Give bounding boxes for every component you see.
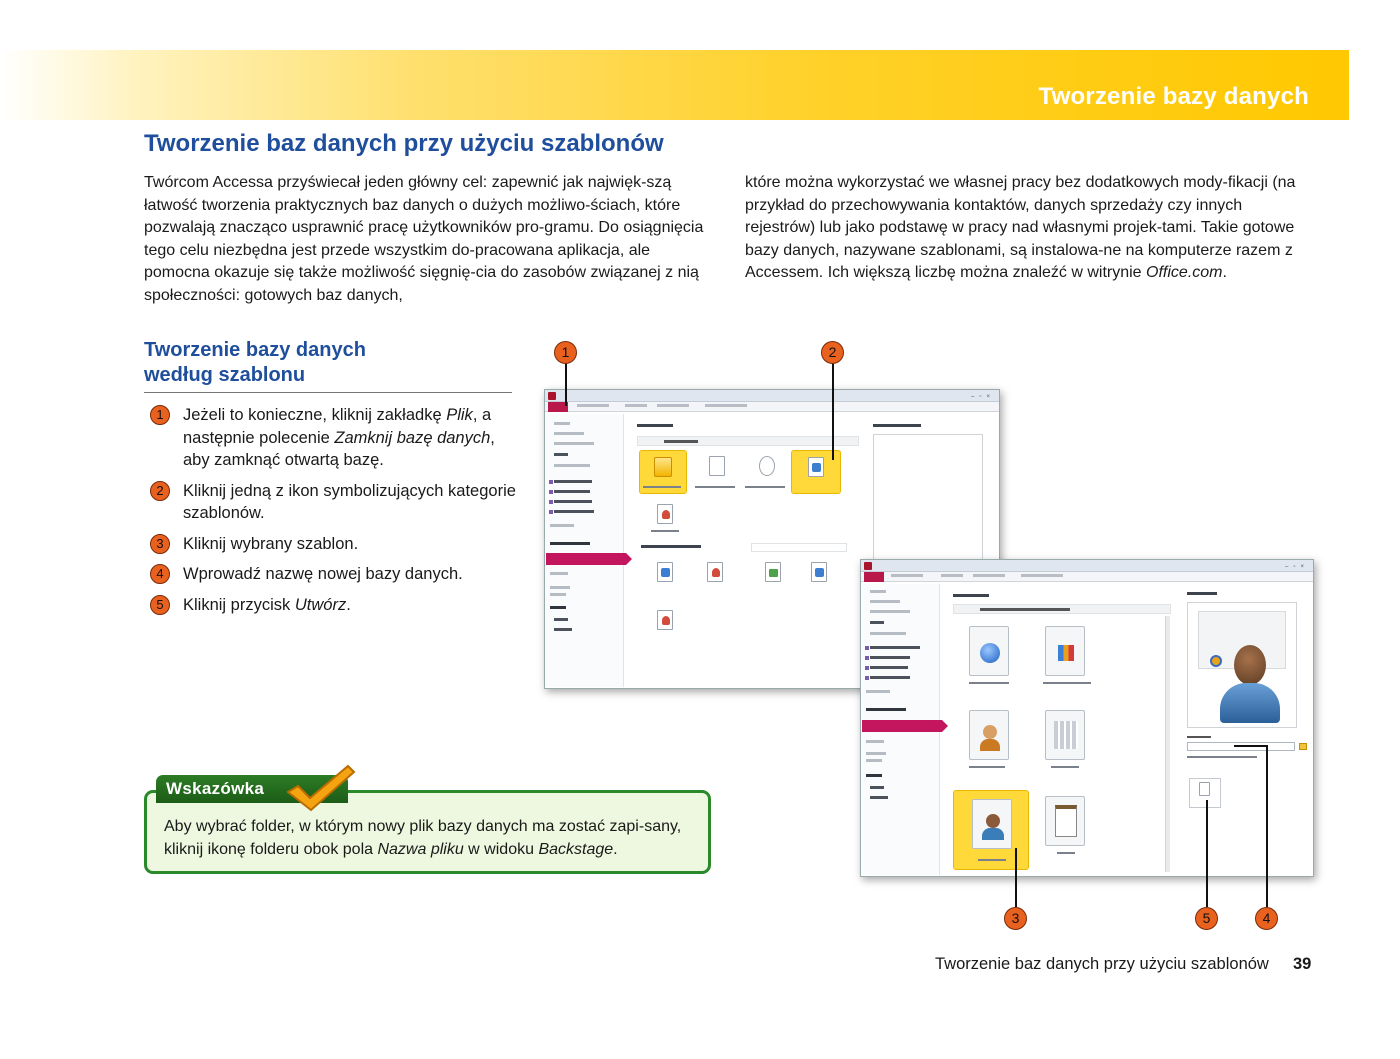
new-nav-active: [862, 720, 942, 732]
footer-title: Tworzenie baz danych przy użyciu szablonów: [935, 955, 1269, 973]
step-item: [150, 594, 520, 617]
sidebar-line: [550, 572, 568, 575]
step-item: [150, 480, 520, 525]
chapter-title: Tworzenie bazy danych: [1038, 83, 1309, 110]
backstage-sidebar: [862, 584, 940, 875]
step-text: Wprowadź nazwę nowej bazy danych.: [183, 565, 463, 583]
section-rule: [144, 392, 512, 393]
sidebar-line: [554, 442, 594, 445]
tip-text: [164, 816, 704, 861]
person-icon: [986, 814, 1000, 828]
database-icon: [549, 490, 553, 494]
database-icon: [549, 510, 553, 514]
step-item: [150, 404, 520, 472]
step-number-badge: 5: [150, 595, 170, 615]
tile-label: [745, 486, 785, 488]
checkmark-icon: [284, 762, 358, 814]
tile-label: [695, 486, 735, 488]
intro-paragraph-col1: Twórcom Accessa przyświecał jeden główny cel: zapewnić jak najwięk-szą łatwość tworzenia praktycznych baz danych o dużych możliwo-ściach, które pozwalają znacząco usprawnić pracę użytkowników pro-gramu. Do osiągnięcia tego celu niezbędna jest przede wszystkim do-pracowana aplikacja, ale pomocna okazuje się także możliwość sięgnię-cia do zasobów związanej z nią społeczności: gotowych baz danych,: [144, 174, 704, 304]
callout-badge: 3: [1004, 907, 1027, 930]
file-tab: [864, 572, 884, 582]
folder-icon[interactable]: [1299, 743, 1307, 750]
calendar-icon: [1054, 721, 1078, 749]
database-icon: [865, 646, 869, 650]
tile-label: [969, 682, 1009, 684]
intro-col2-text: które można wykorzystać we własnej pracy bez dodatkowych mody-fikacji (na przykład do przechowywania kontaktów, danych sprzedaży czy innych rejestrów) lub jako podstawę w pracy nad własnymi projek-tami. Takie gotowe bazy danych, nazywane szablonami, są instalowa-ne na komputerze razem z Accessem. Ich większą liczbę można znaleźć w witrynie: [745, 174, 1296, 281]
template-thumbnail: [969, 626, 1009, 676]
sidebar-line: [866, 752, 886, 755]
ribbon-tab: [973, 574, 1005, 577]
page-number: 39: [1293, 955, 1312, 973]
tip-emphasis: Nazwa pliku: [377, 840, 464, 858]
database-icon: [865, 656, 869, 660]
ribbon-tab: [705, 404, 747, 407]
nav-bar-path: [664, 440, 698, 443]
callout-leader: [1266, 745, 1268, 907]
pane-heading: [1187, 592, 1217, 595]
new-nav-active: [546, 553, 626, 565]
navigation-bar: [953, 604, 1171, 614]
ribbon-tab: [1021, 574, 1063, 577]
step-text: Kliknij wybrany szablon.: [183, 534, 359, 553]
step-number-badge: 2: [150, 481, 170, 501]
sidebar-line: [866, 759, 882, 762]
template-thumbnail: [1045, 796, 1085, 846]
blank-database-icon: [654, 457, 672, 477]
tip-text-part: w widoku: [463, 840, 539, 858]
sidebar-line: [866, 774, 882, 777]
pane-heading: [641, 545, 701, 548]
section-title-line1: Tworzenie bazy danych: [144, 339, 366, 361]
database-icon: [549, 500, 553, 504]
callout-leader: [1206, 800, 1208, 907]
sidebar-line: [554, 628, 572, 631]
steps-list: [150, 404, 520, 624]
navigation-bar: [637, 436, 859, 446]
step-text: Kliknij jedną z ikon symbolizujących kategorie szablonów.: [183, 481, 516, 522]
access-logo-icon: [864, 562, 872, 570]
database-icon: [549, 480, 553, 484]
sidebar-line: [870, 786, 884, 789]
sidebar-line: [870, 590, 886, 593]
section-title: [144, 338, 444, 388]
web-database-icon: [709, 456, 725, 476]
page-title: Tworzenie baz danych przy użyciu szablonów: [144, 130, 664, 157]
ribbon-tab: [941, 574, 963, 577]
window-titlebar: [861, 560, 1313, 572]
tip-text-part: Aby wybrać folder, w którym nowy plik bazy danych ma zostać zapi-sany, kliknij ikonę folderu obok pola: [164, 818, 682, 858]
ribbon-tab: [891, 574, 923, 577]
sidebar-line: [550, 606, 566, 609]
section-title-line2: według szablonu: [144, 364, 306, 386]
window-controls-icon: –▫×: [971, 394, 995, 400]
file-name-input[interactable]: [1187, 742, 1295, 751]
database-icon: [865, 666, 869, 670]
sidebar-line: [554, 453, 568, 456]
person-icon: [1234, 645, 1266, 685]
recent-templates-icon: [759, 456, 775, 476]
pane-heading: [953, 594, 989, 597]
tip-label: Wskazówka: [156, 775, 348, 803]
sidebar-line: [550, 586, 570, 589]
step-text: Jeżeli to konieczne, kliknij zakładkę: [183, 406, 447, 424]
callout-badge: 2: [821, 341, 844, 364]
tile-label: [643, 486, 681, 488]
intro-paragraph-col2: [745, 172, 1315, 285]
template-icon: [657, 610, 673, 630]
callout-leader: [1234, 745, 1267, 747]
sidebar-line: [870, 676, 910, 679]
step-number-badge: 3: [150, 534, 170, 554]
callout-badge: 1: [554, 341, 577, 364]
selected-template-tile: [953, 790, 1029, 870]
step-emphasis: Utwórz: [294, 595, 347, 614]
tip-emphasis: Backstage: [538, 840, 614, 858]
callout-badge: 5: [1195, 907, 1218, 930]
badge-icon: [1210, 655, 1222, 667]
sidebar-line: [554, 510, 594, 513]
person-icon: [983, 725, 997, 739]
sidebar-line: [554, 464, 590, 467]
sample-templates-tile: [791, 450, 841, 494]
sample-templates-icon: [808, 457, 824, 477]
step-emphasis: Plik: [446, 406, 473, 424]
ribbon-tab: [625, 404, 647, 407]
ribbon-bar: [545, 402, 999, 412]
step-text: , aby zamknąć otwartą bazę.: [183, 428, 495, 469]
access-screenshot-sample-templates: [860, 559, 1314, 877]
sidebar-line: [866, 708, 906, 711]
template-icon: [811, 562, 827, 582]
search-online-templates: [751, 543, 847, 552]
chart-icon: [1058, 645, 1074, 661]
pane-heading: [873, 424, 921, 427]
sidebar-line: [554, 490, 590, 493]
tile-label: [1051, 766, 1079, 768]
sidebar-line: [870, 646, 920, 649]
sidebar-line: [554, 618, 568, 621]
sidebar-line: [550, 542, 590, 545]
sidebar-line: [866, 690, 890, 693]
header-band: [0, 50, 1349, 120]
sidebar-line: [550, 593, 566, 596]
step-text: , a następnie polecenie: [183, 406, 492, 447]
step-text: .: [346, 595, 351, 614]
template-icon: [657, 562, 673, 582]
nav-bar-path: [980, 608, 1070, 611]
filepath-label: [1187, 756, 1257, 758]
clipboard-icon: [1055, 805, 1077, 837]
person-body-icon: [982, 828, 1004, 840]
create-button[interactable]: [1189, 778, 1221, 808]
my-templates-icon: [657, 504, 673, 524]
globe-icon: [980, 643, 1000, 663]
sidebar-line: [554, 480, 592, 483]
sidebar-line: [870, 656, 910, 659]
template-thumbnail: [972, 799, 1012, 849]
window-controls-icon: –▫×: [1285, 564, 1309, 570]
ribbon-bar: [861, 572, 1313, 582]
pane-heading: [637, 424, 673, 427]
intro-col2-end: .: [1222, 264, 1227, 281]
step-number-badge: 4: [150, 564, 170, 584]
sidebar-line: [870, 632, 906, 635]
window-titlebar: [545, 390, 999, 402]
sidebar-line: [870, 610, 910, 613]
template-icon: [707, 562, 723, 582]
template-thumbnail: [1045, 626, 1085, 676]
step-item: [150, 563, 520, 586]
sidebar-line: [554, 432, 584, 435]
step-emphasis: Zamknij bazę danych: [334, 428, 491, 447]
tile-label: [1057, 852, 1075, 854]
tip-text-part: .: [613, 840, 618, 858]
callout-leader: [1015, 848, 1017, 907]
sidebar-line: [870, 666, 908, 669]
tile-label: [1043, 682, 1091, 684]
sidebar-line: [550, 524, 574, 527]
step-item: [150, 533, 520, 556]
sidebar-line: [870, 600, 900, 603]
step-number-badge: 1: [150, 405, 170, 425]
callout-leader: [565, 363, 567, 406]
access-logo-icon: [548, 392, 556, 400]
template-thumbnail: [1045, 710, 1085, 760]
callout-badge: 4: [1255, 907, 1278, 930]
backstage-sidebar: [546, 414, 624, 687]
office-site-name: Office.com: [1146, 264, 1223, 281]
filename-label: [1187, 736, 1211, 738]
template-thumbnail: [969, 710, 1009, 760]
ribbon-tab: [577, 404, 609, 407]
callout-leader: [832, 363, 834, 460]
tile-label: [651, 530, 679, 532]
tile-label: [969, 766, 1005, 768]
create-icon: [1199, 782, 1210, 796]
tile-label: [978, 859, 1006, 861]
sidebar-line: [866, 740, 884, 743]
step-text: Kliknij przycisk: [183, 595, 295, 614]
sidebar-line: [554, 500, 592, 503]
templates-scrollbar: [1165, 616, 1170, 872]
sidebar-line: [554, 422, 570, 425]
template-icon: [765, 562, 781, 582]
sidebar-line: [870, 796, 888, 799]
template-preview: [1187, 602, 1297, 728]
person-body-icon: [1220, 683, 1280, 723]
sidebar-line: [870, 621, 884, 624]
person-body-icon: [980, 739, 1000, 751]
ribbon-tab: [657, 404, 689, 407]
database-icon: [865, 676, 869, 680]
